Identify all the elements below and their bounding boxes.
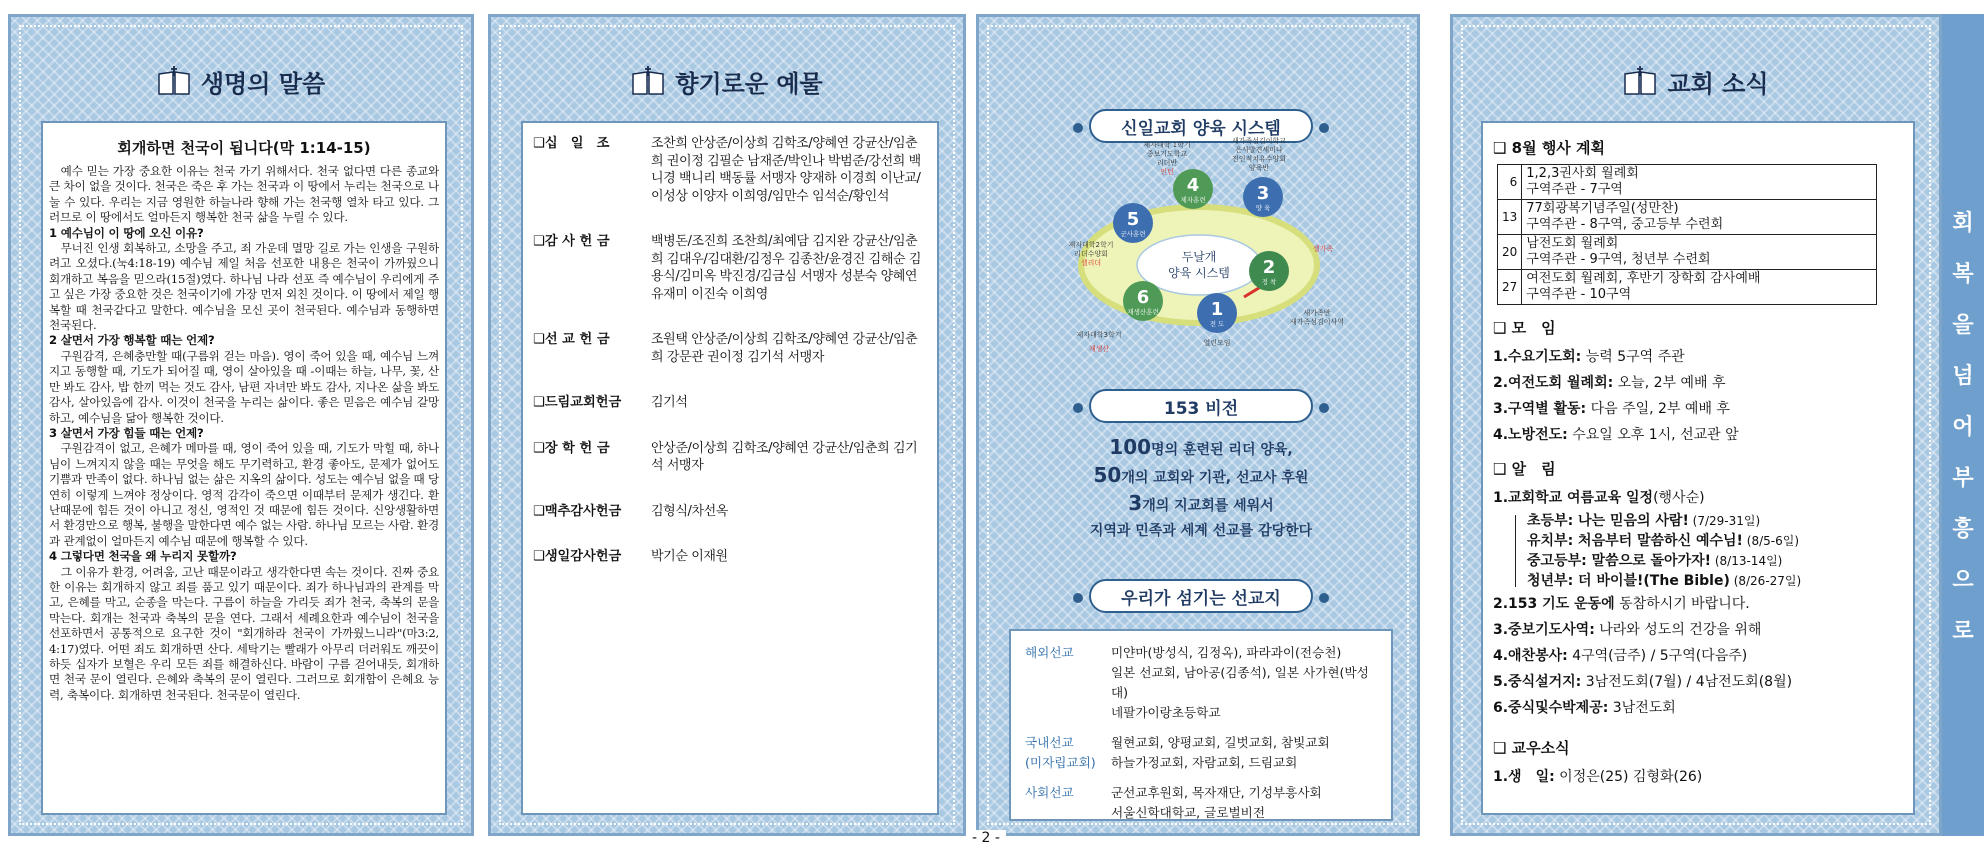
step-number: 5 bbox=[1126, 209, 1140, 230]
school-item-title: 청년부: 더 바이블!(The Bible) bbox=[1527, 573, 1730, 589]
event-line: 1,2,3권사회 월례회 bbox=[1526, 166, 1639, 181]
nurture-system-diagram bbox=[1039, 137, 1359, 367]
mission-row bbox=[1025, 783, 1377, 823]
meeting-item bbox=[1493, 396, 1903, 422]
meeting-item-bold: 1.수요기도회: bbox=[1493, 349, 1582, 365]
banner-char: 어 bbox=[1952, 414, 1974, 440]
event-row bbox=[1498, 270, 1877, 305]
step-caption: 제자대학3학기 bbox=[1076, 331, 1122, 339]
meeting-item-bold: 3.구역별 활동: bbox=[1493, 401, 1587, 417]
meeting-item bbox=[1493, 370, 1903, 396]
offering-row bbox=[533, 394, 927, 412]
step-tag: 인턴 bbox=[1160, 168, 1174, 176]
offering-names: 김형식/차선옥 bbox=[651, 503, 728, 519]
offering-names: 박기순 이재원 bbox=[651, 549, 728, 564]
offering-row bbox=[533, 503, 927, 521]
notice-item-bold: 6.중식및수박제공: bbox=[1493, 700, 1609, 716]
meetings-title: ❑ 모 임 bbox=[1493, 319, 1556, 337]
vision-number: 50 bbox=[1093, 463, 1122, 487]
school-item bbox=[1493, 511, 1903, 531]
event-line: 구역주관 - 8구역, 중고등부 수련회 bbox=[1526, 217, 1724, 232]
sermon-subheading: 4 그렇다면 천국을 왜 누리지 못할까? bbox=[49, 549, 237, 564]
offering-row bbox=[533, 135, 927, 205]
mission-row bbox=[1025, 643, 1377, 723]
banner-char: 을 bbox=[1952, 312, 1974, 338]
event-day: 6 bbox=[1498, 165, 1522, 200]
sermon-paragraph: 그 이유가 환경, 어려움, 고난 때문이라고 생각한다면 속는 것이다. 진짜 중요한 이유는 회개하지 않고 죄를 품고 있기 때문이다. 죄가 하나님과의 관계를 막고, 은혜를 막고, 순종을 막는다. 구름이 하늘을 가리듯 죄가 천국, 축복의 문을 막는다. 회개는 천국과 축복의 문을 연다. 그래서 세례요한과 예수님이 천국을 선포하면서 공통적으로 요구한 것이 "회개하라 천국이 가까웠느니라"(마3:2, 4:17)였다. 어떤 죄도 회개하면 산다. 세탁기는 빨래가 아무리 더러워도 깨끗이 하듯 십자가 보혈은 우리 모든 죄를 해결하신다. 바람이 구름 걷어내듯, 회개하면 천국 문이 열린다. 은혜와 축복의 문이 열린다. 그러므로 회개함이 은혜요 능력, 축복이다. 회개하면 천국된다. 천국문이 열린다. bbox=[49, 564, 439, 702]
mission-values bbox=[1111, 643, 1377, 723]
notices-list bbox=[1493, 591, 1903, 721]
events-table bbox=[1497, 164, 1877, 305]
school-item-date: (8/13-14일) bbox=[1711, 554, 1783, 568]
step-caption: 새가족반 bbox=[1303, 309, 1331, 317]
sermon-subheading: 3 살면서 가장 힘들 때는 언제? bbox=[49, 425, 204, 440]
event-detail bbox=[1522, 235, 1877, 270]
sermon-box bbox=[41, 121, 447, 815]
notice-item bbox=[1493, 643, 1903, 669]
meeting-item bbox=[1493, 422, 1903, 448]
step-caption: 새가족섬김이학교 bbox=[1231, 137, 1287, 145]
offering-names: 조원택 안상준/이상희 김학조/양혜연 강균산/임춘희 강문관 권이정 김기석 서맹자 bbox=[651, 332, 918, 365]
sermon-paragraph: 무너진 인생 회복하고, 소망을 주고, 죄 가운데 멸망 길로 가는 인생을 구원하려고 오셨다.(눅4:18-19) 예수님 제일 처음 선포한 내용은 천국이 가까웠으니 회개하고 복음을 믿으라(15절)였다. 하나님 나라 선포 즉 예수님이 우리에게 주고 싶은 가장 중요한 것은 천국이기에 가장 먼저 외친 것이다. 이 땅에서 제일 행복할 때 천국같다고 말한다. 예수님을 모신 곳이 천국된다. 예수님과 동행하면 천국된다. bbox=[49, 241, 439, 333]
offering-label: ❑장 학 헌 금 bbox=[533, 440, 610, 456]
event-detail bbox=[1522, 200, 1877, 235]
step-caption: 열린모임 bbox=[1203, 339, 1231, 347]
notice-item bbox=[1493, 669, 1903, 695]
sermon-title: 회개하면 천국이 됩니다(막 1:14-15) bbox=[117, 139, 371, 157]
step-name: 재생산훈련 bbox=[1127, 308, 1159, 316]
sermon-header-title: 생명의 말씀 bbox=[200, 69, 326, 98]
school-item bbox=[1493, 531, 1903, 551]
mission-values bbox=[1111, 783, 1377, 823]
sermon-paragraph: 구원감격이 없고, 은혜가 메마를 때, 영이 죽어 있을 때, 기도가 막힐 때, 하나님이 느껴지지 않을 때는 무엇을 해도 무기력하고, 환경 좋아도, 문제가 없어도 기쁨과 만족이 없다. 하나님 없는 삶은 지옥의 삶이다. 성도는 예수님 없을 때 당연히 이렇게 느껴야 정상이다. 영적 감각이 죽으면 이때부터 문제가 생긴다. 환난때문에 힘든 것이 아니고 정신, 영적인 것 때문에 힘든 것이다. 신앙생활하면서 환경만으로 행복, 불행을 말한다면 예수 없는 사람. 하나님 모르는 사람. 환경과 관계없이 얼마든지 예수님 때문에 행복할 수 있다. bbox=[49, 441, 439, 548]
step-name: 제자훈련 bbox=[1180, 196, 1206, 204]
mission-value: 미얀마(방성식, 김정옥), 파라과이(전승천) bbox=[1111, 645, 1342, 660]
member-news-title: ❑ 교우소식 bbox=[1493, 739, 1570, 757]
vision-line bbox=[999, 463, 1403, 491]
page-number: - 2 - bbox=[966, 830, 1006, 846]
notice-item-text: 동참하시기 바랍니다. bbox=[1614, 596, 1750, 612]
step-name: 정 착 bbox=[1261, 278, 1277, 286]
vision-number: 100 bbox=[1109, 435, 1152, 459]
sermon-paragraph: 예수 믿는 가장 중요한 이유는 천국 가기 위해서다. 천국 없다면 다른 종교와 큰 차이 없을 것이다. 천국은 죽은 후 가는 천국과 이 땅에서 누리는 천국으로 나눌 수 있다. 우리는 지금 영원한 하늘나라 향해 가는 천국행 열차 타고 있다. 그러므로 이 땅에서도 얼마든지 행복한 천국 삶을 누릴 수 있다. bbox=[49, 164, 439, 225]
offering-label: ❑감 사 헌 금 bbox=[533, 234, 610, 249]
event-row bbox=[1498, 235, 1877, 270]
offering-label: ❑선 교 헌 금 bbox=[533, 332, 610, 347]
vision-line bbox=[999, 491, 1403, 519]
meeting-item-text: 다음 주일, 2부 예배 후 bbox=[1586, 401, 1730, 417]
event-line: 여전도회 월례회, 후반기 장학회 감사예배 bbox=[1526, 271, 1761, 286]
step-name: 군사훈련 bbox=[1120, 230, 1146, 238]
mission-value: 서울신학대학교, 글로벌비전 bbox=[1111, 805, 1265, 820]
step-caption: 제자대학2학기 bbox=[1068, 241, 1114, 249]
event-row bbox=[1498, 165, 1877, 200]
notice-item-text: 3남전도회 bbox=[1608, 700, 1676, 716]
mission-value: 군선교후원회, 목자재단, 기성부흥사회 bbox=[1111, 785, 1322, 800]
vision-text: 개의 교회와 기관, 선교사 후원 bbox=[1121, 470, 1309, 486]
step-number: 6 bbox=[1136, 287, 1150, 308]
notice-item-bold: 3.중보기도사역: bbox=[1493, 622, 1595, 638]
school-item bbox=[1493, 551, 1903, 571]
mission-category: 사회선교 bbox=[1025, 785, 1074, 800]
notice-item-text: (행사순) bbox=[1653, 490, 1705, 506]
event-line: 남전도회 월례회 bbox=[1526, 236, 1619, 251]
sermon-panel bbox=[8, 14, 474, 836]
step-name: 전 도 bbox=[1209, 320, 1225, 328]
step-caption: 양육반 bbox=[1248, 164, 1270, 172]
sermon-subheading: 1 예수님이 이 땅에 오신 이유? bbox=[49, 225, 204, 240]
vision-statement bbox=[999, 435, 1403, 544]
news-box bbox=[1481, 121, 1915, 815]
banner-char: 넘 bbox=[1952, 363, 1974, 389]
step-name: 양 육 bbox=[1255, 204, 1271, 212]
mission-value: 월현교회, 양평교회, 길벗교회, 참빛교회 bbox=[1111, 735, 1330, 750]
meetings-list bbox=[1493, 344, 1903, 448]
step-tag: 재생산 bbox=[1088, 345, 1110, 353]
step-number: 2 bbox=[1262, 257, 1276, 278]
vision-line bbox=[999, 435, 1403, 463]
vision-panel bbox=[976, 14, 1420, 836]
banner-char: 으 bbox=[1952, 567, 1974, 593]
mission-value: 일본 선교회, 남아공(김종석), 일본 사가현(박성대) bbox=[1111, 665, 1369, 700]
school-item-date: (7/29-31일) bbox=[1688, 514, 1761, 528]
step-caption: 중보기도학교 bbox=[1146, 150, 1188, 158]
bible-icon bbox=[157, 66, 191, 96]
mission-value: 네팔가이랑초등학교 bbox=[1111, 705, 1221, 720]
offering-label: ❑맥추감사헌금 bbox=[533, 503, 622, 519]
notice-item-text: 3남전도회(7월) / 4남전도회(8월) bbox=[1581, 674, 1793, 690]
school-item-title: 초등부: 나는 믿음의 사람! bbox=[1527, 513, 1689, 529]
sermon-subheading: 2 살면서 가장 행복할 때는 언제? bbox=[49, 333, 215, 348]
notice-item-bold: 2.153 기도 운동에 bbox=[1493, 596, 1615, 612]
offering-list bbox=[521, 121, 939, 815]
offering-label: ❑십 일 조 bbox=[533, 136, 610, 151]
offering-label: ❑생일감사헌금 bbox=[533, 549, 622, 564]
event-day: 13 bbox=[1498, 200, 1522, 235]
bracket-line bbox=[1515, 515, 1525, 587]
step-number: 4 bbox=[1186, 175, 1200, 196]
offering-row bbox=[533, 440, 927, 475]
offering-names: 백병돈/조진희 조찬희/최예담 김지완 강균산/임춘희 김대우/김대환/김정우 김종찬/윤경진 김해순 김용식/김미옥 박진경/김금심 서맹자 성분숙 양혜연 유재미 이진숙 이희영 bbox=[651, 234, 922, 302]
step-caption: 은사발견세미나 bbox=[1235, 146, 1283, 154]
vision-text: 개의 지교회를 세워서 bbox=[1142, 498, 1274, 514]
event-line: 구역주관 - 9구역, 청년부 수련회 bbox=[1526, 252, 1711, 267]
mission-category: 해외선교 bbox=[1025, 645, 1074, 660]
diagram-center-line2: 양육 시스템 bbox=[1168, 266, 1230, 280]
sermon-paragraph: 구원감격, 은혜충만할 때(구름위 걷는 마음). 영이 죽어 있을 때, 예수님 느껴지고 동행할 때, 기도가 되어질 때, 영이 살아있을 때 -이때는 하늘, 나무, 꽃, 산만 봐도 감사, 밥 한끼 먹는 것도 감사, 남편 자녀만 봐도 감사, 지나온 삶을 봐도 감사, 살아있음에 감사. 이것이 천국을 누리는 삶이다. 좋은 믿음은 예수님 갈망하고, 예수님을 닮아 행복한 것이다. bbox=[49, 348, 439, 425]
offering-row bbox=[533, 233, 927, 303]
meeting-item-text: 능력 5구역 주관 bbox=[1581, 349, 1685, 365]
step-tag: 셀리더 bbox=[1080, 259, 1102, 267]
step-caption: 새가족섬김이사역 bbox=[1289, 318, 1345, 326]
mission-category: 국내선교 (미자립교회) bbox=[1025, 735, 1096, 770]
event-detail bbox=[1522, 270, 1877, 305]
bible-icon bbox=[1623, 66, 1657, 96]
meeting-item-text: 수요일 오후 1시, 선교관 앞 bbox=[1567, 427, 1739, 443]
vision-text: 명의 훈련된 리더 양육, bbox=[1151, 442, 1293, 458]
notice-item bbox=[1493, 695, 1903, 721]
event-detail bbox=[1522, 165, 1877, 200]
banner-char: 로 bbox=[1952, 618, 1974, 644]
offering-header bbox=[491, 61, 963, 101]
birthday-item bbox=[1493, 764, 1903, 790]
notice-item-text: 4구역(금주) / 5구역(다음주) bbox=[1567, 648, 1748, 664]
school-item bbox=[1493, 571, 1903, 591]
offering-panel bbox=[488, 14, 966, 836]
notice-title: ❑ 알 림 bbox=[1493, 460, 1556, 478]
side-banner bbox=[1942, 14, 1984, 836]
banner-char: 복 bbox=[1952, 261, 1974, 287]
bible-icon bbox=[631, 66, 665, 96]
offering-row bbox=[533, 331, 927, 366]
mission-value: 하늘가정교회, 자람교회, 드림교회 bbox=[1111, 755, 1298, 770]
school-schedule bbox=[1493, 511, 1903, 591]
sermon-header bbox=[11, 61, 471, 101]
meeting-item-bold: 2.여전도회 월례회: bbox=[1493, 375, 1614, 391]
event-line: 구역주관 - 7구역 bbox=[1526, 182, 1623, 197]
notice-item-text: 나라와 성도의 건강을 위해 bbox=[1594, 622, 1762, 638]
notice-item bbox=[1493, 617, 1903, 643]
meeting-item-text: 오늘, 2부 예배 후 bbox=[1613, 375, 1726, 391]
banner-char: 부 bbox=[1952, 465, 1974, 491]
step-tag: 셀가족 bbox=[1312, 245, 1334, 253]
vision-text: 지역과 민족과 세계 선교를 감당한다 bbox=[1089, 523, 1313, 539]
diagram-center-line1: 두날개 bbox=[1181, 250, 1217, 264]
birthday-text: 이정은(25) 김형화(26) bbox=[1554, 769, 1703, 785]
news-panel bbox=[1450, 14, 1942, 836]
notice-item bbox=[1493, 485, 1903, 511]
step-number: 1 bbox=[1210, 299, 1224, 320]
news-header-title: 교회 소식 bbox=[1667, 69, 1769, 98]
step-number: 3 bbox=[1256, 183, 1270, 204]
events-title: ❑ 8월 행사 계획 bbox=[1493, 139, 1606, 157]
notice-item-bold: 4.애찬봉사: bbox=[1493, 648, 1568, 664]
offering-row bbox=[533, 548, 927, 566]
vision-line bbox=[999, 519, 1403, 544]
system-title-pill: 신일교회 양육 시스템 bbox=[1089, 109, 1313, 143]
school-item-date: (8/26-27일) bbox=[1729, 574, 1802, 588]
school-item-title: 중고등부: 말씀으로 돌아가자! bbox=[1527, 553, 1712, 569]
news-header bbox=[1453, 61, 1939, 101]
vision-number: 3 bbox=[1128, 491, 1143, 515]
event-day: 20 bbox=[1498, 235, 1522, 270]
step-caption: 전인적치유수양회 bbox=[1231, 155, 1287, 163]
mission-list bbox=[1009, 629, 1393, 821]
notice-item-bold: 1.교회학교 여름교육 일정 bbox=[1493, 490, 1654, 506]
mission-values bbox=[1111, 733, 1377, 773]
event-line: 77회광복기념주일(성만찬) bbox=[1526, 201, 1679, 216]
meeting-item bbox=[1493, 344, 1903, 370]
mission-title-pill: 우리가 섬기는 선교지 bbox=[1089, 579, 1313, 613]
offering-label: ❑드림교회헌금 bbox=[533, 395, 622, 410]
offering-names: 안상준/이상희 김학조/양혜연 강균산/임춘희 김기석 서맹자 bbox=[651, 440, 918, 473]
school-item-date: (8/5-6일) bbox=[1742, 534, 1800, 548]
step-caption: 제자대학 1학기 bbox=[1143, 141, 1191, 149]
banner-char: 흥 bbox=[1952, 516, 1974, 542]
notice-item bbox=[1493, 591, 1903, 617]
event-row bbox=[1498, 200, 1877, 235]
vision-title-pill: 153 비전 bbox=[1089, 389, 1313, 423]
offering-names: 김기석 bbox=[651, 395, 688, 410]
notice-item-bold: 5.중식설거지: bbox=[1493, 674, 1582, 690]
event-day: 27 bbox=[1498, 270, 1522, 305]
step-caption: 리더반 bbox=[1156, 159, 1178, 167]
event-line: 구역주관 - 10구역 bbox=[1526, 287, 1632, 302]
step-caption: 리더수양회 bbox=[1074, 250, 1108, 258]
offering-header-title: 향기로운 예물 bbox=[675, 69, 823, 98]
school-item-title: 유치부: 처음부터 말씀하신 예수님! bbox=[1527, 533, 1743, 549]
banner-char: 회 bbox=[1952, 210, 1974, 236]
meeting-item-bold: 4.노방전도: bbox=[1493, 427, 1568, 443]
mission-row bbox=[1025, 733, 1377, 773]
offering-names: 조찬희 안상준/이상희 김학조/양혜연 강균산/임춘희 권이정 김필순 남재준/박인나 박범준/강선희 백니경 백니리 백동률 서맹자 양재하 이경희 이난교/이성상 이양자 이희영/임만수 임석순/황인석 bbox=[651, 136, 921, 204]
birthday-label: 1.생 일: bbox=[1493, 769, 1555, 785]
sermon-body bbox=[49, 164, 439, 703]
